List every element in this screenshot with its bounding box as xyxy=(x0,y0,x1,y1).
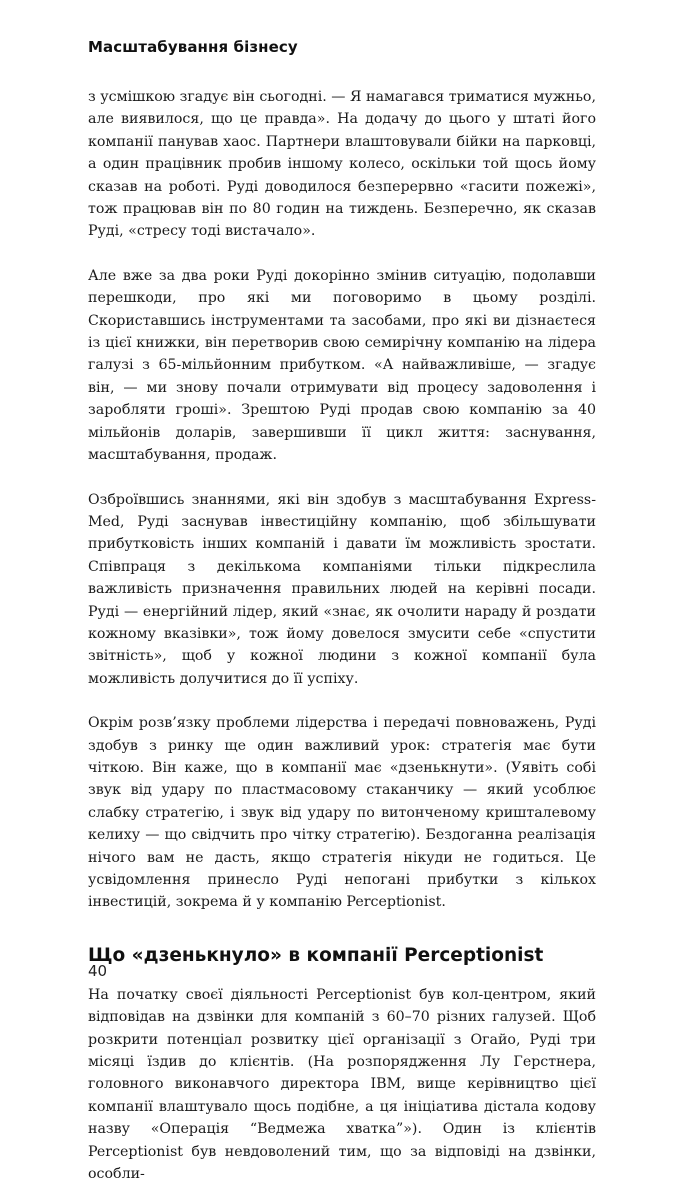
body-text xyxy=(88,86,596,1185)
paragraph: Окрім розв’язку проблеми лідерства і передачі повноважень, Руді здобув з ринку ще один важливий урок: стратегія має бути чіткою. Він каже, що в компанії має «дзенькнути». (Уявіть собі звук від удару по пластмасовому стаканчику — який усоблює слабку стратегію, і звук від удару по витонченому кришталевому келиху — що свідчить про чітку стратегію). Бездоганна реалізація нічого вам не дасть, якщо стратегія нікуди не годиться. Це усвідомлення принесло Руді непогані прибутки з кількох інвестицій, зокрема й у компанію Perceptionist. xyxy=(88,715,596,911)
paragraph: Але вже за два роки Руді докорінно змінив ситуацію, подолавши перешкоди, про які ми поговоримо в цьому розділі. Скориставшись інструментами та засобами, про які ви дізнаєтеся із цієї книжки, він перетворив свою семирічну компанію на лідера галузі з 65-мільйонним прибутком. «А найважливіше, — згадує він, — ми знову почали отримувати від процесу задоволення і заробляти гроші». Зрештою Руді продав свою компанію за 40 мільйонів доларів, завершивши її цикл життя: заснування, масштабування, продаж. xyxy=(88,267,596,464)
paragraph: Озброївшись знаннями, які він здобув з масштабування Express-Med, Руді заснував інвестиційну компанію, щоб збільшувати прибутковість інших компаній і давати їм можливість зростати. Співпраця з декількома компаніями тільки підкреслила важливість призначення правильних людей на керівні посади. Руді — енергійний лідер, який «знає, як очолити нараду й роздати кожному вказівки», тож йому довелося змусити себе «спустити звітність», щоб у кожної людини з кожної компанії була можливість долучитися до її успіху. xyxy=(88,491,596,687)
section-heading: Що «дзенькнуло» в компанії Perceptionist xyxy=(88,944,544,966)
paragraph: з усмішкою згадує він сьогодні. — Я намагався триматися мужньо, але виявилося, що це правда». На додачу до цього у штаті його компанії панував хаос. Партнери влаштовували бійки на парковці, а один працівник пробив іншому колесо, оскільки той щось йому сказав на роботі. Руді доводилося безперервно «гасити пожежі», тож працював він по 80 годин на тиждень. Безперечно, як сказав Руді, «стресу тоді вистачало». xyxy=(88,89,596,240)
running-head: Масштабування бізнесу xyxy=(88,38,298,56)
page-number: 40 xyxy=(88,962,108,980)
paragraph: На початку своєї діяльності Perceptionist був кол-центром, який відповідав на дзвінки для компаній з 60–70 різних галузей. Щоб розкрити потенціал розвитку цієї організації з Огайо, Руді три місяці їздив до клієнтів. (На розпорядження Лу Герстнера, головного виконавчого директора IBM, вище керівництво цієї компанії влаштувало щось подібне, а ця ініціатива дістала кодову назву «Операція “Ведмежа хватка”»). Один із клієнтів Perceptionist був невдоволений тим, що за відповіді на дзвінки, особли- xyxy=(88,986,596,1183)
